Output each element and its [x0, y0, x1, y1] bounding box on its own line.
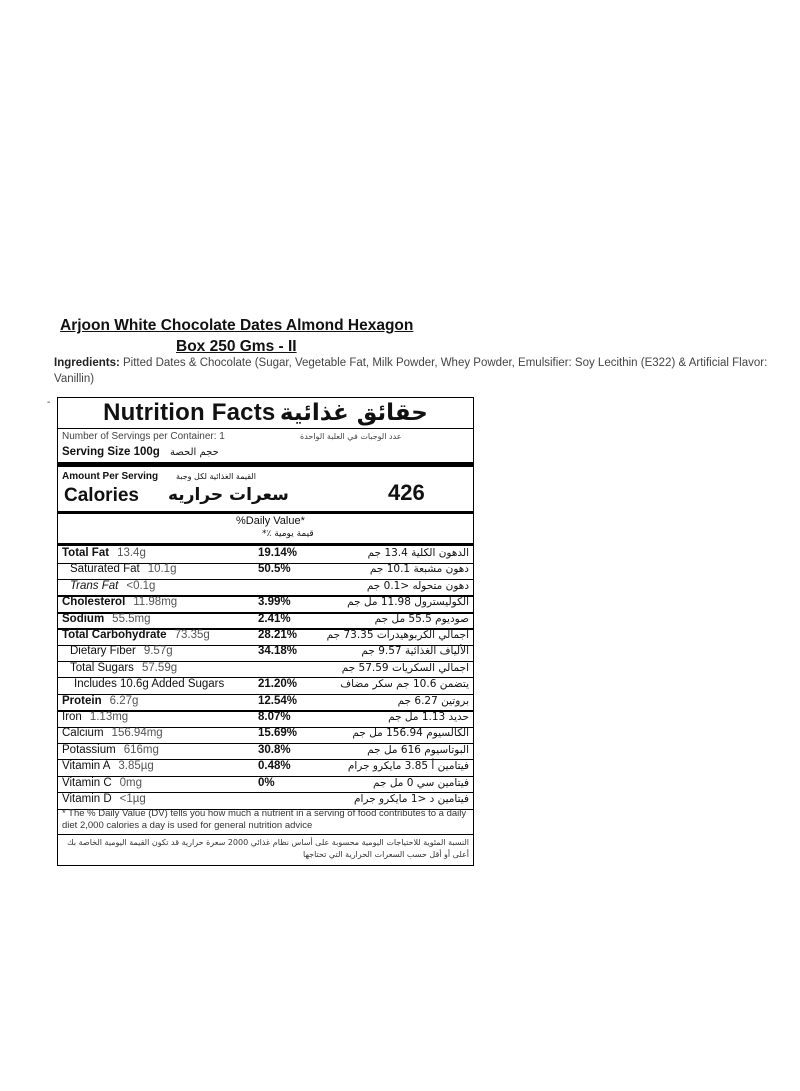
ingredients-label: Ingredients: — [54, 357, 120, 369]
nutrient-row — [58, 677, 473, 695]
calories-ar: سعرات حراريه — [168, 485, 289, 505]
nutrient-name-ar: دهون مشبعة 10.1 جم — [369, 563, 469, 576]
nutrient-name — [62, 711, 128, 723]
nutrient-name — [62, 777, 142, 789]
nutrient-amount: 3.85µg — [118, 760, 154, 773]
nutrient-name-ar: الدهون الكلية 13.4 جم — [367, 547, 469, 559]
nutrient-amount: 0mg — [119, 776, 143, 789]
nutrient-name-ar: الألياف الغذائية 9.57 جم — [361, 645, 469, 658]
servings-per-container: Number of Servings per Container: 1 — [62, 431, 225, 442]
nutrient-row — [58, 710, 473, 728]
nutrient-name — [62, 695, 138, 707]
nutrient-dv: 8.07% — [258, 711, 291, 723]
nutrient-label: Trans Fat — [70, 579, 119, 592]
nutrient-dv: 0% — [258, 776, 275, 789]
servings-per-container-ar: عدد الوجبات في العلبة الواحدة — [300, 432, 402, 441]
nutrient-dv: 19.14% — [258, 547, 298, 559]
nutrient-amount: 6.27g — [109, 694, 139, 707]
nutrient-label: Vitamin D — [62, 793, 112, 805]
nutrient-label: Includes 10.6g Added Sugars — [74, 678, 225, 691]
nutrient-row — [58, 743, 473, 761]
nutrient-name-ar: الكوليسترول 11.98 مل جم — [347, 596, 469, 609]
nutrient-name — [62, 596, 177, 608]
nutrient-name — [74, 678, 224, 690]
nutrient-name — [70, 563, 176, 575]
nutrient-row — [58, 759, 473, 777]
nutrient-amount: 156.94mg — [111, 727, 163, 740]
footnote-ar: النسبة المئوية للاحتياجات اليومية محسوبة على أساس نظام غذائي 2000 سعرة حرارية قد تكون القيمة اليومية الخاصة بك أعلى أو أقل حسب السعرات الحرارية التي تحتاجها — [67, 838, 469, 859]
serving-size-ar: حجم الحصة — [170, 447, 219, 458]
product-title — [60, 315, 430, 357]
nutrient-dv: 30.8% — [258, 743, 291, 756]
nutrient-dv: 21.20% — [258, 678, 298, 691]
nutrient-name — [62, 727, 163, 739]
nutrient-dv: 2.41% — [258, 612, 291, 625]
ingredients-block — [54, 355, 779, 387]
nutrient-label: Saturated Fat — [70, 563, 140, 576]
nutrient-amount: 10.1g — [147, 563, 177, 576]
stray-mark: - — [47, 397, 51, 408]
nutrient-name-ar: دهون متحوله <0.1 جم — [366, 579, 469, 592]
nutrient-label: Vitamin C — [62, 776, 112, 789]
nutrient-dv: 0.48% — [258, 760, 291, 773]
nutrient-label: Iron — [62, 711, 82, 723]
nutrition-label — [57, 397, 474, 866]
nutrient-label: Sodium — [62, 612, 105, 625]
nutrient-row — [58, 644, 473, 662]
nutrient-amount: <0.1g — [126, 579, 156, 592]
header-ar: حقائق غذائية — [279, 400, 428, 426]
nutrient-label: Protein — [62, 694, 102, 707]
nutrient-name — [62, 760, 154, 772]
nutrient-row — [58, 661, 473, 679]
serving-size: Serving Size 100g — [62, 446, 160, 458]
nutrient-name-ar: الكالسيوم 156.94 مل جم — [352, 727, 469, 740]
nutrient-dv: 28.21% — [258, 629, 298, 641]
nutrient-dv: 34.18% — [258, 645, 298, 658]
nutrient-name — [70, 645, 173, 657]
nutrient-name — [62, 744, 159, 756]
nutrient-name — [62, 793, 146, 805]
nutrient-name-ar: فيتامين سي 0 مل جم — [373, 776, 469, 789]
nutrient-name-ar: البوتاسيوم 616 مل جم — [367, 743, 469, 756]
nutrient-label: Vitamin A — [62, 760, 111, 773]
amount-per-serving: Amount Per Serving — [62, 471, 159, 482]
nutrient-dv: 15.69% — [258, 727, 298, 740]
nutrient-name — [70, 662, 177, 674]
nutrient-name-ar: فيتامين أ 3.85 مايكرو جرام — [347, 760, 469, 773]
nutrient-row — [58, 726, 473, 744]
nutrient-amount: <1µg — [119, 793, 146, 805]
nutrient-label: Total Sugars — [70, 661, 134, 674]
nutrient-name-ar: صوديوم 55.5 مل جم — [374, 612, 469, 625]
dv-header-ar: قيمة يومية ٪* — [262, 529, 314, 539]
nutrient-name — [62, 613, 151, 625]
nutrient-label: Calcium — [62, 727, 104, 740]
nutrient-name-ar: بروتين 6.27 جم — [397, 694, 469, 707]
calories-value: 426 — [388, 480, 425, 505]
nutrient-dv: 3.99% — [258, 596, 291, 609]
nutrient-amount: 9.57g — [143, 645, 173, 658]
header-en: Nutrition Facts — [103, 399, 276, 426]
nutrient-amount: 11.98mg — [133, 596, 178, 609]
nutrient-label: Total Carbohydrate — [62, 629, 167, 641]
nutrient-amount: 13.4g — [117, 547, 146, 559]
nutrient-row — [58, 776, 473, 794]
nutrient-name — [62, 629, 210, 641]
label-header — [58, 398, 473, 428]
nutrient-row — [58, 546, 473, 564]
nutrient-name — [70, 580, 155, 592]
amount-per-serving-ar: القيمة الغذائية لكل وجبة — [176, 472, 256, 481]
footnote-en: * The % Daily Value (DV) tells you how much a nutrient in a serving of food contributes to a daily diet 2,000 calories a day is used for general nutrition advice — [62, 808, 467, 831]
nutrient-amount: 57.59g — [141, 661, 178, 674]
dv-header: %Daily Value* — [236, 515, 305, 527]
nutrient-row — [58, 562, 473, 580]
nutrient-dv: 12.54% — [258, 694, 298, 707]
nutrient-label: Dietary Fiber — [70, 645, 136, 658]
nutrient-amount: 1.13mg — [89, 711, 129, 723]
ingredients-text: Pitted Dates & Chocolate (Sugar, Vegetable Fat, Milk Powder, Whey Powder, Emulsifier: Soy Lecithin (E322) & Artificial Flavor: Vanillin) — [54, 357, 768, 385]
nutrient-name-ar: فيتامين د <1 مايكرو جرام — [354, 793, 469, 805]
product-title-line2: Box 250 Gms - II — [176, 338, 297, 355]
product-title-line1: Arjoon White Chocolate Dates Almond Hexagon — [60, 317, 414, 334]
nutrient-label: Potassium — [62, 743, 116, 756]
nutrient-row — [58, 628, 473, 646]
nutrient-dv: 50.5% — [258, 563, 291, 576]
nutrient-amount: 55.5mg — [112, 612, 151, 625]
calories-label: Calories — [64, 485, 139, 506]
nutrient-name-ar: اجمالي الكربوهيدرات 73.35 جم — [326, 629, 469, 641]
nutrient-name-ar: اجمالي السكريات 57.59 جم — [341, 661, 469, 674]
nutrient-name — [62, 547, 146, 559]
nutrient-row — [58, 792, 473, 810]
nutrient-amount: 73.35g — [174, 629, 210, 641]
nutrient-label: Cholesterol — [62, 596, 126, 609]
nutrient-name-ar: يتضمن 10.6 جم سكر مضاف — [340, 678, 469, 691]
nutrient-label: Total Fat — [62, 547, 110, 559]
nutrient-amount: 616mg — [123, 743, 159, 756]
nutrient-name-ar: حديد 1.13 مل جم — [388, 711, 469, 723]
